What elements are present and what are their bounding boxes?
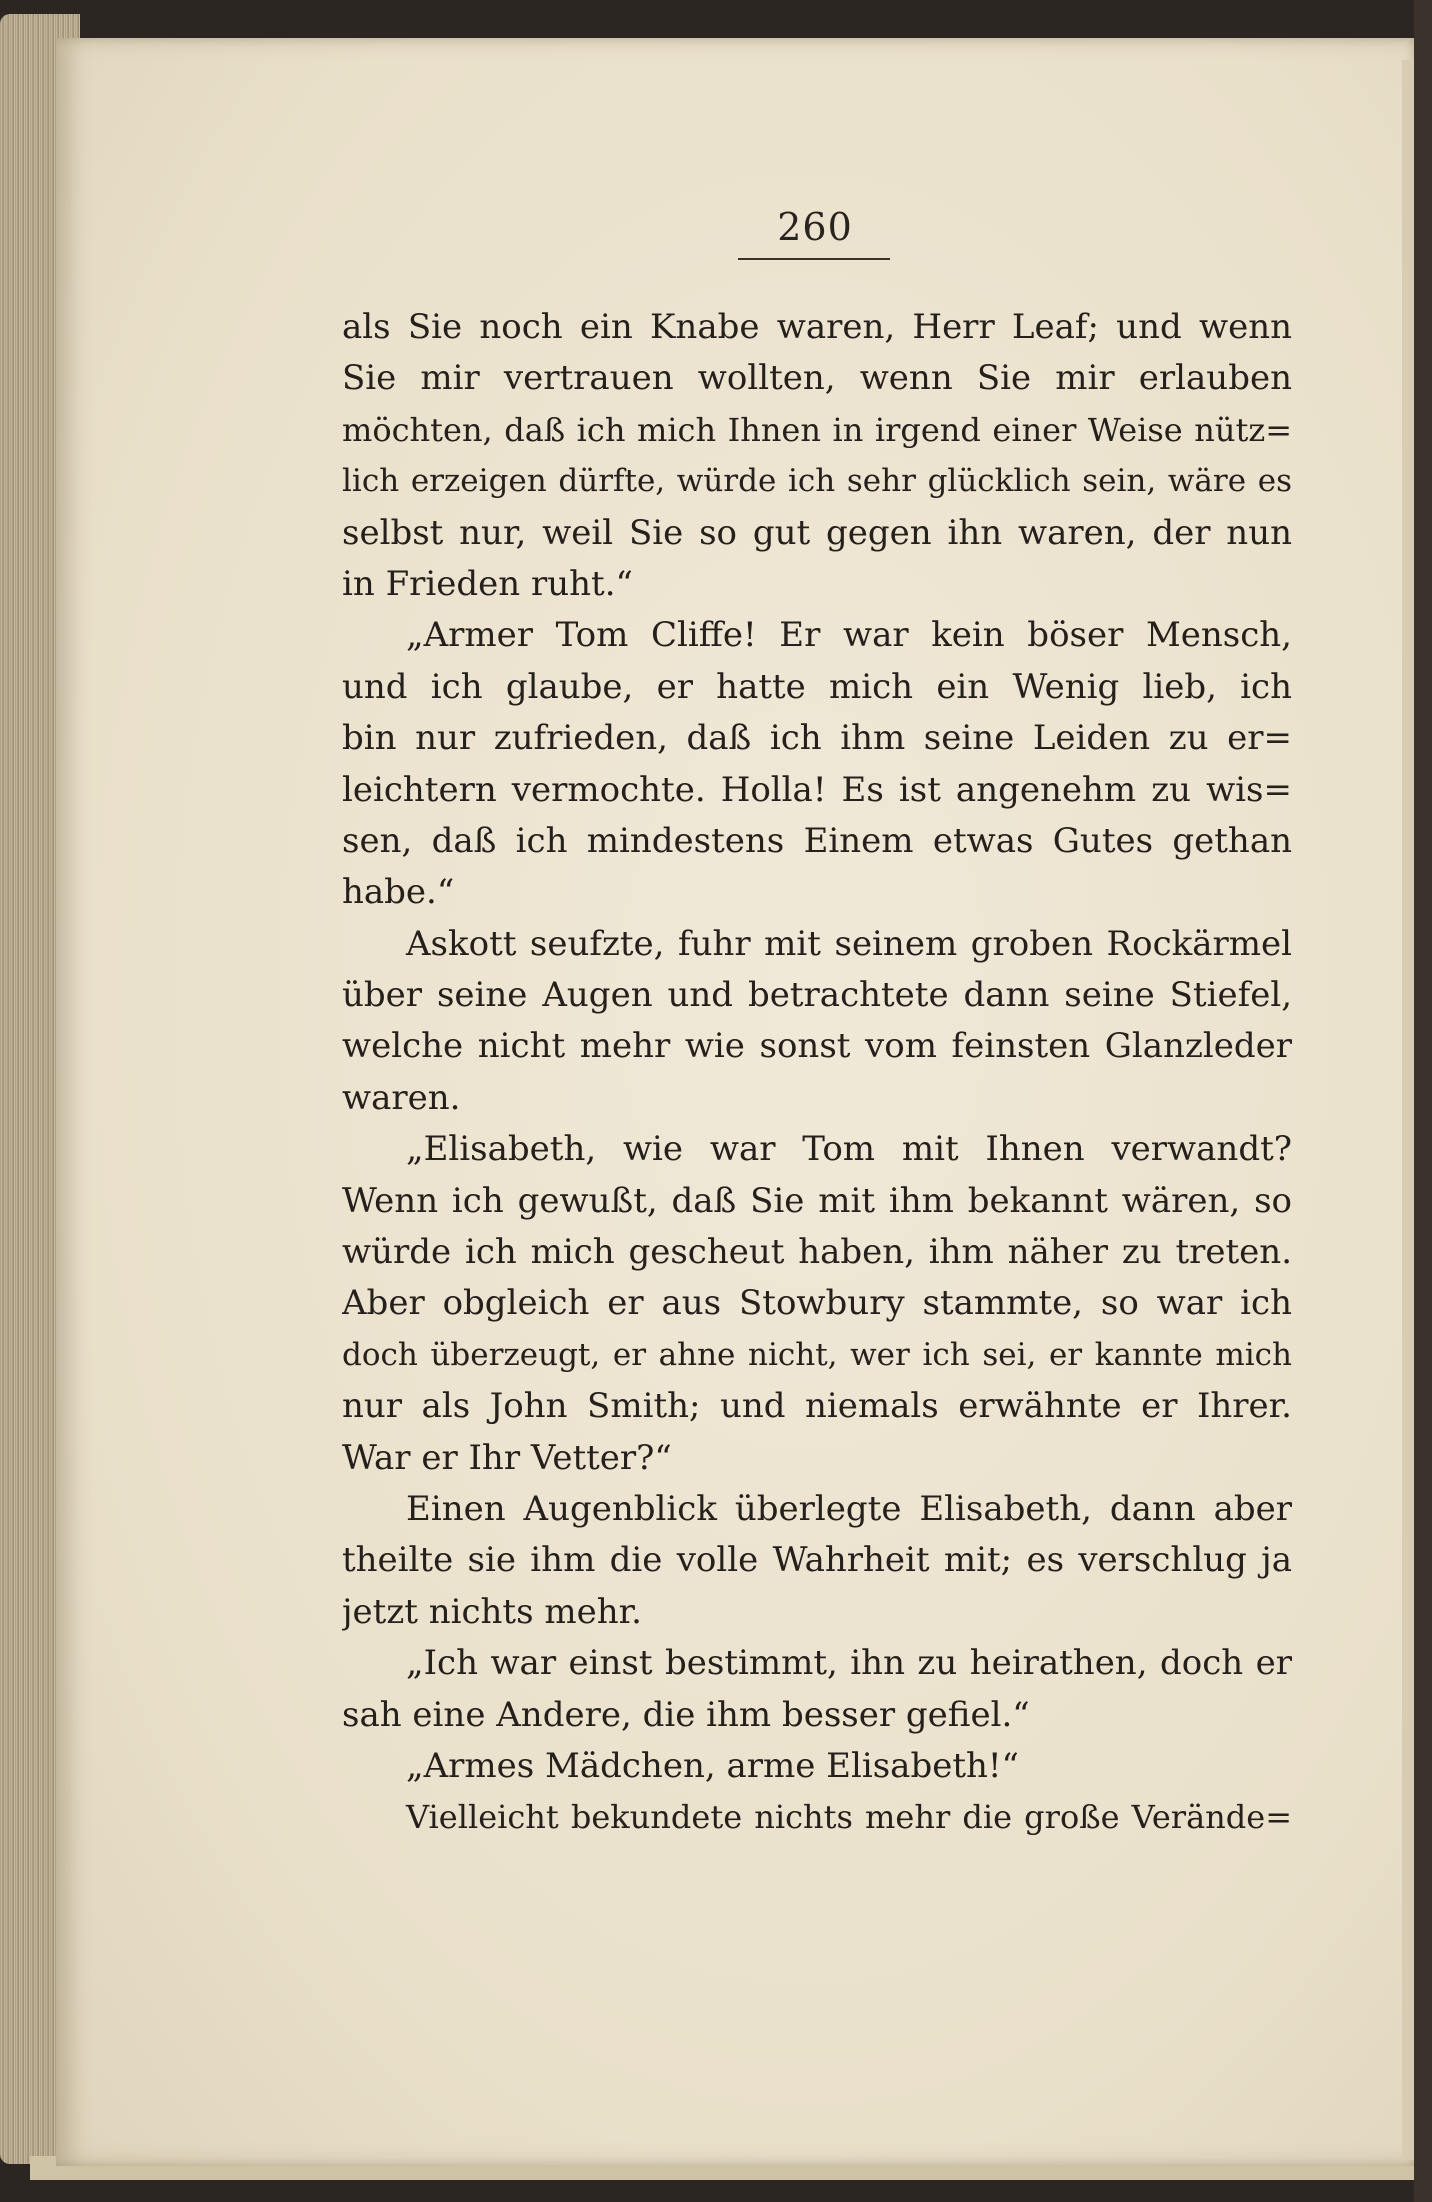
text-line: doch überzeugt, er ahne nicht, wer ich sei, er kannte mich — [342, 1336, 1292, 1373]
text-line: welche nicht mehr wie sonst vom feinsten Glanzleder — [342, 1026, 1292, 1067]
text-line: Aber obgleich er aus Stowbury stammte, so war ich — [342, 1283, 1292, 1324]
text-line: Sie mir vertrauen wollten, wenn Sie mir erlauben — [342, 358, 1292, 399]
text-line: in Frieden ruht.“ — [342, 563, 633, 604]
text-line: selbst nur, weil Sie so gut gegen ihn waren, der nun — [342, 512, 1292, 553]
text-line: habe.“ — [342, 872, 455, 913]
text-line: sen, daß ich mindestens Einem etwas Gutes gethan — [342, 820, 1292, 861]
text-line: Askott seufzte, fuhr mit seinem groben Rockärmel — [406, 923, 1292, 964]
text-line: leichtern vermochte. Holla! Es ist angenehm zu wis= — [342, 769, 1292, 810]
text-line: „Ich war einst bestimmt, ihn zu heirathen, doch er — [406, 1643, 1292, 1684]
binding-shadow — [1414, 0, 1432, 2202]
text-line: „Armes Mädchen, arme Elisabeth!“ — [406, 1745, 1019, 1786]
text-line: War er Ihr Vetter?“ — [342, 1437, 672, 1478]
text-line: bin nur zufrieden, daß ich ihm seine Leiden zu er= — [342, 718, 1292, 759]
text-line: theilte sie ihm die volle Wahrheit mit; es verschlug ja — [342, 1540, 1292, 1581]
text-line: und ich glaube, er hatte mich ein Wenig lieb, ich — [342, 666, 1292, 707]
text-line: jetzt nichts mehr. — [342, 1591, 642, 1632]
text-line: sah eine Andere, die ihm besser gefiel.“ — [342, 1694, 1030, 1735]
facing-page-edge — [1402, 60, 1414, 2160]
text-line: würde ich mich gescheut haben, ihm näher zu treten. — [342, 1232, 1292, 1273]
text-line: Vielleicht bekundete nichts mehr die große Verände= — [406, 1798, 1292, 1837]
text-line: nur als John Smith; und niemals erwähnte er Ihrer. — [342, 1386, 1292, 1427]
text-line: Wenn ich gewußt, daß Sie mit ihm bekannt wären, so — [342, 1180, 1292, 1221]
text-line: als Sie noch ein Knabe waren, Herr Leaf; und wenn — [342, 307, 1292, 347]
text-line: Einen Augenblick überlegte Elisabeth, dann aber — [406, 1488, 1292, 1529]
text-line: „Armer Tom Cliffe! Er war kein böser Mensch, — [406, 615, 1292, 656]
text-line: möchten, daß ich mich Ihnen in irgend einer Weise nütz= — [342, 410, 1292, 449]
page-number-rule — [738, 258, 890, 260]
text-line: über seine Augen und betrachtete dann seine Stiefel, — [342, 975, 1292, 1016]
body-text — [342, 302, 1292, 1844]
text-line: lich erzeigen dürfte, würde ich sehr glücklich sein, wäre es — [342, 463, 1292, 500]
page-number: 260 — [777, 205, 853, 249]
text-line: waren. — [342, 1077, 461, 1118]
text-line: „Elisabeth, wie war Tom mit Ihnen verwandt? — [406, 1129, 1292, 1170]
